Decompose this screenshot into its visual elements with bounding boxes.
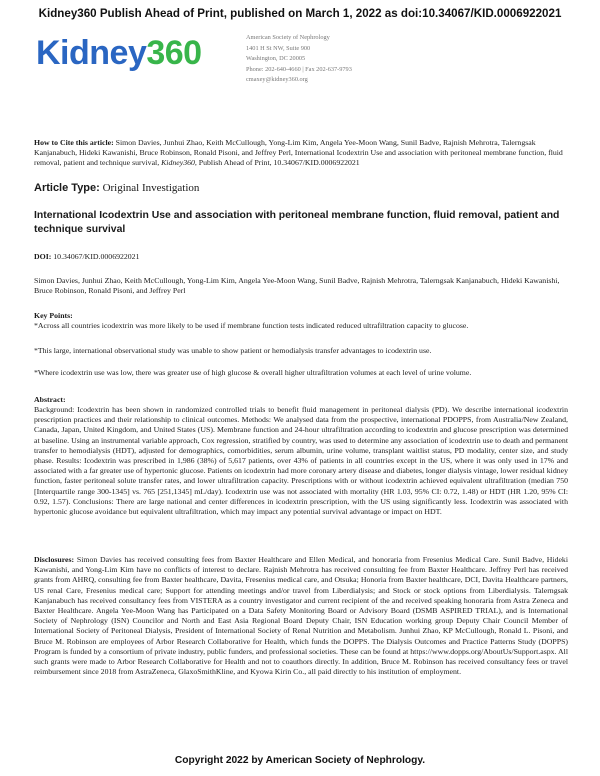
citation-text: Simon Davies, Junhui Zhao, Keith McCullough, Yong-Lim Kim, Angela Yee-Moon Wang, Sunil Badve, Rajnish Mehrotra, Talerngsak Kanjanabuch, Hideki Kawanishi, Bruce Robinson, Ronald Pisoni, and Jeffrey Perl, International Icodextrin Use and association with peritoneal membrane function, fluid removal, patient and technique survival, bbox=[34, 138, 563, 168]
author-list: Simon Davies, Junhui Zhao, Keith McCullough, Yong-Lim Kim, Angela Yee-Moon Wang, Sunil Badve, Rajnish Mehrotra, Talerngsak Kanjanabuch, Hideki Kawanishi, Bruce Robinson, Ronald Pisoni, and Jeffrey Perl bbox=[34, 276, 560, 296]
article-type-value: Original Investigation bbox=[102, 182, 200, 194]
abstract-heading: Abstract: bbox=[34, 395, 66, 404]
logo-360-text: 360 bbox=[146, 34, 202, 72]
publish-banner: Kidney360 Publish Ahead of Print, published on March 1, 2022 as doi:10.34067/KID.0006922021 bbox=[38, 7, 562, 20]
key-point-2: *This large, international observational study was unable to show patient or hemodialysis transfer advantages to icodextrin use. bbox=[34, 346, 432, 355]
address-line: Washington, DC 20005 bbox=[246, 55, 306, 63]
article-title: International Icodextrin Use and association with peritoneal membrane function, fluid removal, patient and technique survival bbox=[34, 210, 560, 235]
address-line: 1401 H St NW, Suite 900 bbox=[246, 44, 311, 52]
copyright-footer: Copyright 2022 by American Society of Nephrology. bbox=[174, 755, 426, 766]
key-point-1: *Across all countries icodextrin was more likely to be used if membrane function tests indicated reduced ultrafiltration capacity to glucose. bbox=[34, 321, 469, 330]
publisher-address bbox=[246, 33, 352, 86]
doi bbox=[34, 252, 568, 262]
article-type bbox=[34, 183, 568, 193]
doi-value: 10.34067/KID.0006922021 bbox=[53, 252, 140, 261]
key-points-heading: Key Points: bbox=[34, 311, 73, 320]
citation-doi: , Publish Ahead of Print, 10.34067/KID.0006922021 bbox=[194, 158, 360, 168]
citation-label: How to Cite this article: bbox=[34, 138, 114, 147]
contact-email: cmaxey@kidney360.org bbox=[246, 76, 308, 84]
logo-kidney-text: Kidney bbox=[36, 34, 147, 72]
disclosures-text: Simon Davies has received consulting fees from Baxter Healthcare and Ellen Medical, and honoraria from Fresenius Medical Care. Sunil Badve, Hideki Kawanishi, and Yong-Lim Kim have no conflicts of interest to declare. Rajnish Mehrotra has received consulting fee from Baxter Healthcare. Jeffrey Perl has received grants from AHRQ, consulting fee from Baxter healthcare, Davita, Fresenius medical care, and Otsuka; Honoria from Baxter healthcare, DCI, Davita Healthcare partners, US renal Care, Fresenius medical care; Support for attending meetings and/or travel from Liberdialysis; and Stock or stock options from Liberdialysis. Talerngsak Kanjanabuch has received consultancy fees from VISTERA as a country investigator and current recipient of the and received speaking honoraria from Astra Zeneca and Baxter Healthcare. Angela Yee-Moon Wang has Participated on a Data Safety Monitoring Board or Advisory Board (DSMB ASPIRED TRIAL), and is International Society of Nephrology (ISN) Councilor and North and East Asia Regional Board Deputy Chair, ISN Education working group Deputy Chair Council Member of International Society of Peritoneal Dialysis, President of International Society of Renal Nutrition and Metabolism. Junhui Zhao, KP McCullough, Ronald L. Pisoni, and Bruce M. Robinson are employees of Arbor Research Collaborative for Health, which funds the DOPPS. The Dialysis Outcomes and Practice Patterns Study (DOPPS) Program is funded by a consortium of private industry, public funders, and professional societies. These can be found at https://www.dopps.org/AboutUs/Support.aspx. All such grants were made to Arbor Research Collaborative for Health and not to coauthors directly. In addition, Bruce M. Robinson has received consultancy fees or travel reimbursement since 2018 from AstraZeneca, GlaxoSmithKline, and Kyowa Kirin Co., all paid directly to his institution of employment. bbox=[34, 555, 568, 677]
article-type-label: Article Type: bbox=[34, 182, 100, 194]
address-line: Phone: 202-640-4660 | Fax 202-637-9793 bbox=[246, 65, 352, 73]
citation-journal: Kidney360 bbox=[161, 158, 195, 168]
disclosures-label: Disclosures: bbox=[34, 555, 75, 564]
address-line: American Society of Nephrology bbox=[246, 34, 330, 41]
citation bbox=[34, 138, 568, 169]
disclosures bbox=[34, 555, 568, 677]
journal-logo bbox=[36, 36, 202, 70]
key-point-3: *Where icodextrin use was low, there was greater use of high glucose & overall higher ultrafiltration volumes at each level of urine volume. bbox=[34, 368, 472, 377]
abstract-text: Background: Icodextrin has been shown in randomized controlled trials to benefit fluid management in peritoneal dialysis (PD). We describe international icodextrin prescription practices and their relationship to clinical outcomes. Methods: We analysed data from the prospective, international PDOPPS, from Australia/New Zealand, Canada, Japan, United Kingdom, and United States (US). Membrane function and 24-hour ultrafiltration according to icodextrin and glucose prescription was determined at baseline. Using an instrumental variable approach, Cox regression, stratified by country, was used to determine any association of icodextrin use to death and permanent transfer to hemodialysis (HDT), adjusted for demographics, comorbidities, serum albumin, urine volume, transplant waitlist status, PD modality, center size, and study phase. Results: Icodextrin was prescribed in 1,986 (38%) of 5,617 patients, over 43% of patients in all countries except in the US, where it was only used in 17% and associated with a far greater use of hypertonic glucose. Patients on icodextrin had more coronary artery disease and diabetes, longer dialysis vintage, lower residual kidney function, faster peritoneal solute transfer rates, and lower ultrafiltration capacity. Prescriptions with or without icodextrin achieved equivalent ultrafiltration (median 750 [Interquartile range 300-1345] vs. 765 [251,1345] mL/day). Icodextrin use was not associated with mortality (HR 1.03, 95% CI: 0.72, 1.48) or HDT (HR 1.20, 95% CI: 0.92, 1.57). Conclusions: There are large national and center differences in icodextrin prescription, with the US using significantly less. Icodextrin was associated with hypertonic glucose avoidance but equivalent ultrafiltration, which may impact any potential survival advantage or impact on HDT. bbox=[34, 405, 568, 517]
doi-label: DOI: bbox=[34, 252, 52, 261]
